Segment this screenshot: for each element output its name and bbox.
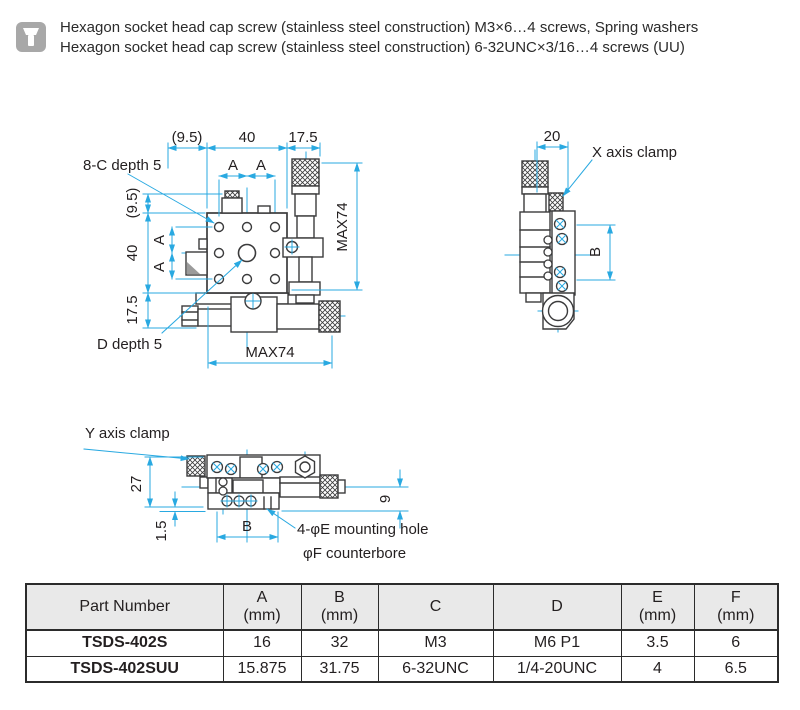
- spec-row: [26, 656, 778, 682]
- dim-b-side-label: B: [587, 246, 604, 258]
- value-cell: 4: [621, 656, 694, 682]
- value-cell: 6.5: [694, 656, 778, 682]
- header-part-number: Part Number: [26, 584, 223, 630]
- dim-9-5-top: (9.5): [171, 129, 203, 146]
- header-b: B (mm): [301, 584, 378, 630]
- top-view: [83, 129, 362, 368]
- dim-17-5-left: 17.5: [124, 295, 141, 325]
- label-y-axis-clamp: Y axis clamp: [85, 425, 170, 442]
- dim-a1-left: A: [151, 234, 168, 246]
- side-view: [505, 128, 677, 332]
- callout-x-clamp: [563, 144, 677, 196]
- dim-40-left: 40: [124, 244, 141, 262]
- value-cell: 16: [223, 630, 301, 656]
- dim-a1-top: A: [227, 157, 239, 174]
- dim-9-5-left: (9.5): [124, 187, 141, 219]
- value-cell: 6: [694, 630, 778, 656]
- label-d-depth5: D depth 5: [97, 336, 163, 353]
- spec-row: [26, 630, 778, 656]
- label-8c-depth5: 8-C depth 5: [83, 157, 162, 174]
- dim-b-side: [577, 225, 615, 280]
- header-e: E (mm): [621, 584, 694, 630]
- dim-9-label: 9: [377, 494, 394, 504]
- value-cell: 31.75: [301, 656, 378, 682]
- part-number-cell: TSDS-402S: [26, 630, 223, 656]
- dim-a2-left: A: [151, 261, 168, 273]
- spec-header-row: [26, 584, 778, 630]
- dim-1-5: [153, 492, 205, 541]
- front-body: [187, 455, 345, 509]
- stage-body: [182, 159, 340, 332]
- note-line-2: Hexagon socket head cap screw (stainless steel construction) 6-32UNC×3/16…4 screws (UU): [60, 39, 685, 56]
- value-cell: M6 P1: [493, 630, 621, 656]
- label-mounting-hole: 4-φE mounting hole: [297, 521, 429, 538]
- dim-27-label: 27: [128, 475, 145, 493]
- header-c: C: [378, 584, 493, 630]
- dim-b-front-label: B: [241, 518, 253, 535]
- dim-20-label: 20: [543, 128, 561, 145]
- label-counterbore: φF counterbore: [303, 545, 407, 562]
- value-cell: 3.5: [621, 630, 694, 656]
- dim-1-5-label: 1.5: [153, 520, 170, 542]
- dim-40-top: 40: [238, 129, 256, 146]
- value-cell: 15.875: [223, 656, 301, 682]
- dim-max74-bottom-label: MAX74: [245, 344, 295, 361]
- dim-a2-top: A: [255, 157, 267, 174]
- value-cell: 1/4-20UNC: [493, 656, 621, 682]
- part-number-cell: TSDS-402SUU: [26, 656, 223, 682]
- header-d: D: [493, 584, 621, 630]
- front-view: [84, 425, 428, 562]
- header-a: A (mm): [223, 584, 301, 630]
- callout-mounting-hole: [267, 509, 428, 562]
- callout-y-clamp: [84, 425, 189, 459]
- dim-max74-right-label: MAX74: [334, 202, 351, 252]
- spec-table: [25, 583, 779, 683]
- value-cell: 32: [301, 630, 378, 656]
- side-body: [520, 161, 575, 329]
- note-line-1: Hexagon socket head cap screw (stainless steel construction) M3×6…4 screws, Spring washers: [60, 19, 699, 36]
- label-x-axis-clamp: X axis clamp: [592, 144, 678, 161]
- dim-17-5-top: 17.5: [288, 129, 318, 146]
- value-cell: M3: [378, 630, 493, 656]
- header-f: F (mm): [694, 584, 778, 630]
- value-cell: 6-32UNC: [378, 656, 493, 682]
